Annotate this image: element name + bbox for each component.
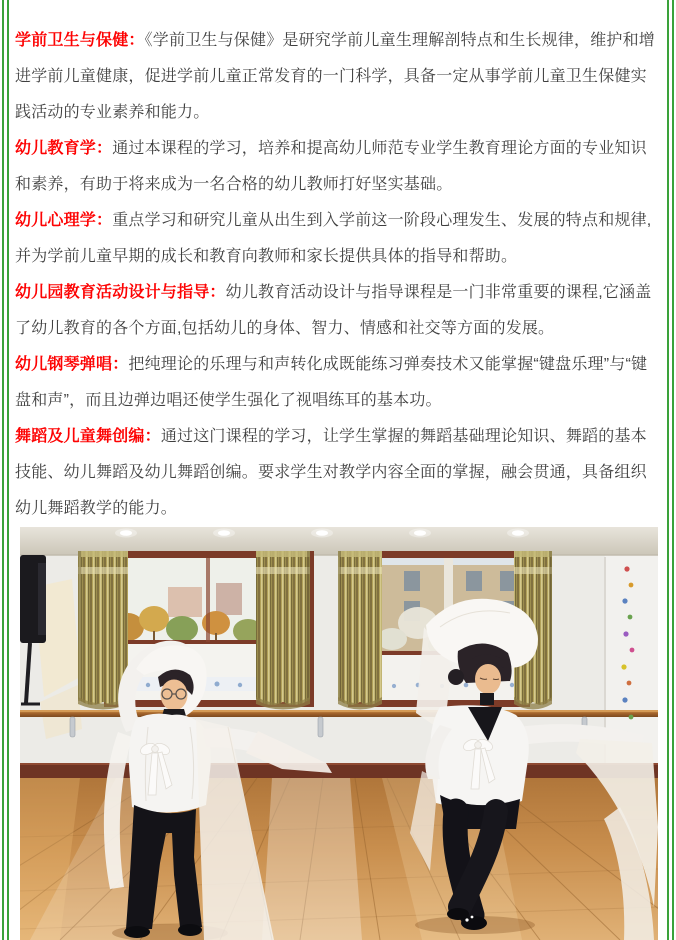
shoe	[447, 908, 469, 920]
course-description: 重点学习和研究儿童从出生到入学前这一阶段心理发生、发展的特点和规律,并为学前儿童早期的成长和教育向教师和家长提供具体的指导和帮助。	[15, 212, 652, 265]
floor-reflection	[262, 778, 362, 940]
article-content	[9, 0, 667, 940]
course-paragraph	[15, 347, 661, 419]
course-paragraph	[15, 275, 661, 347]
shoe	[178, 924, 202, 936]
course-description: 通过这门课程的学习，让学生掌握的舞蹈基础理论知识、舞蹈的基本技能、幼儿舞蹈及幼儿舞蹈创编。要求学生对教学内容全面的掌握，融会贯通，具备组织幼儿舞蹈教学的能力。	[15, 428, 647, 517]
course-title: 学前卫生与保健：	[15, 32, 145, 49]
course-description: 幼儿教育活动设计与指导课程是一门非常重要的课程,它涵盖了幼儿教育的各个方面,包括幼儿的身体、智力、情感和社交等方面的发展。	[15, 284, 652, 337]
course-paragraph	[15, 131, 661, 203]
course-title: 幼儿园教育活动设计与指导：	[15, 284, 226, 301]
green-double-border-frame	[2, 0, 674, 940]
course-title: 幼儿心理学：	[15, 212, 113, 229]
course-title: 幼儿钢琴弹唱：	[15, 356, 129, 373]
face	[161, 680, 188, 711]
course-paragraph	[15, 419, 661, 527]
shoe	[124, 926, 150, 938]
course-description: 通过本课程的学习，培养和提高幼儿师范专业学生教育理论方面的专业知识和素养，有助于将来成为一名合格的幼儿教师打好坚实基础。	[15, 140, 647, 193]
dance-classroom-photo	[20, 527, 658, 940]
course-title: 幼儿教育学：	[15, 140, 113, 157]
hair-bun	[448, 669, 464, 685]
course-paragraph	[15, 203, 661, 275]
ceiling	[20, 527, 658, 555]
course-description: 《学前卫生与保健》是研究学前儿童生理解剖特点和生长规律，维护和增进学前儿童健康，促进学前儿童正常发育的一门科学，具备一定从事学前儿童卫生保健实践活动的专业素养和能力。	[15, 32, 656, 121]
course-paragraph	[15, 23, 661, 131]
course-description: 把纯理论的乐理与和声转化成既能练习弹奏技术又能掌握“键盘乐理”与“键盘和声”，而且边弹边唱还使学生强化了视唱练耳的基本功。	[15, 356, 648, 409]
course-title: 舞蹈及儿童舞创编：	[15, 428, 161, 445]
dance-studio-scene	[20, 527, 658, 940]
